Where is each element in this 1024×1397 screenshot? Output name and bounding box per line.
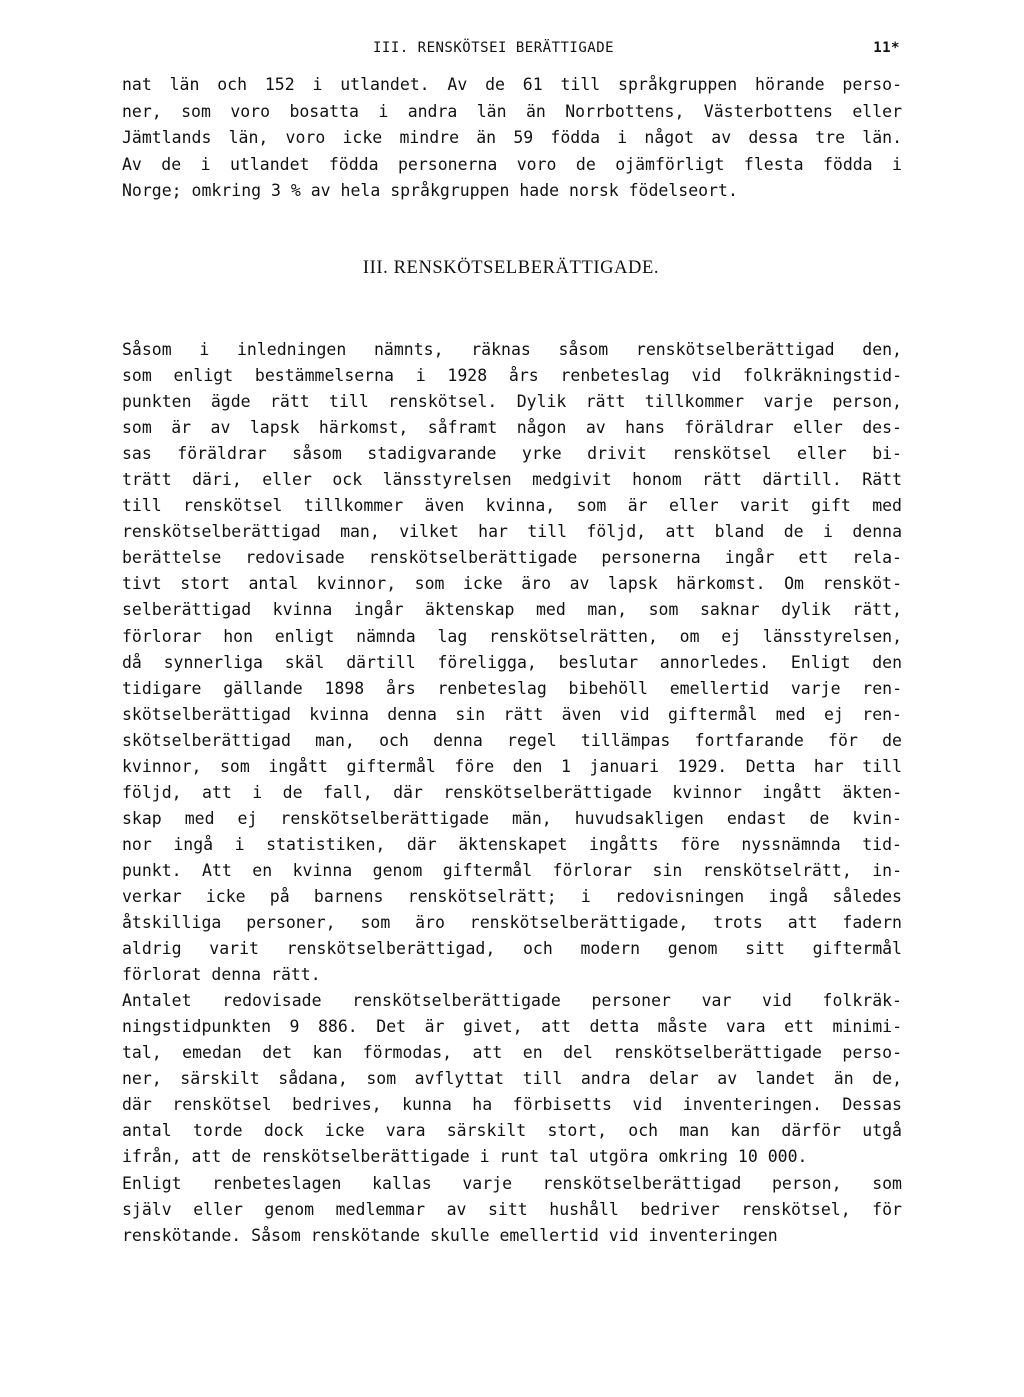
body-line: antal torde dock icke vara särskilt stort, och man kan därför utgå [122,1121,902,1141]
body-line: förlorar hon enligt nämnda lag renskötselrätten, om ej länsstyrelsen, [122,626,902,646]
intro-paragraph [122,72,902,205]
body-line: selberättigad kvinna ingår äktenskap med man, som saknar dylik rätt, [122,600,902,620]
body-line: följd, att i de fall, där renskötselberättigade kvinnor ingått äkten- [122,782,902,802]
body-line: själv eller genom medlemmar av sitt hushåll bedriver renskötsel, för [122,1199,902,1219]
body-line: punkten ägde rätt till renskötsel. Dylik rätt tillkommer varje person, [122,392,902,412]
body-line: skötselberättigad man, och denna regel tillämpas fortfarande för de [122,730,902,750]
body-line: tidigare gällande 1898 års renbeteslag bibehöll emellertid varje ren- [122,678,902,698]
body-line: åtskilliga personer, som äro renskötselberättigade, trots att fadern [122,913,902,933]
body-line: tivt stort antal kvinnor, som icke äro av lapsk härkomst. Om rensköt- [122,574,902,594]
body-line: som enligt bestämmelserna i 1928 års renbeteslag vid folkräkningstid- [122,366,902,386]
body-line: som är av lapsk härkomst, såframt någon av hans föräldrar eller des- [122,418,902,438]
intro-line: Norge; omkring 3 % av hela språkgruppen hade norsk födelseort. [122,181,738,200]
main-text [122,337,902,1249]
body-line: berättelse redovisade renskötselberättigade personerna ingår ett rela- [122,548,902,568]
body-line: förlorat denna rätt. [122,965,321,985]
body-line: då synnerliga skäl därtill föreligga, beslutar annorledes. Enligt den [122,652,902,672]
body-line: ifrån, att de renskötselberättigade i runt tal utgöra omkring 10 000. [122,1147,808,1167]
body-line: skötselberättigad kvinna denna sin rätt även vid giftermål med ej ren- [122,704,902,724]
body-line: Antalet redovisade renskötselberättigade personer var vid folkräk- [122,991,902,1011]
body-line: aldrig varit renskötselberättigad, och modern genom sitt giftermål [122,939,902,959]
body-line: trätt däri, eller ock länsstyrelsen medgivit honom rätt därtill. Rätt [122,470,902,490]
body-line: där renskötsel bedrives, kunna ha förbisetts vid inventeringen. Dessas [122,1095,902,1115]
body-line: renskötselberättigad man, vilket har till följd, att bland de i denna [122,522,902,542]
body-line: sas föräldrar såsom stadigvarande yrke drivit renskötsel eller bi- [122,444,902,464]
body-line: nor ingå i statistiken, där äktenskapet ingåtts före nyssnämnda tid- [122,834,902,854]
body-line: verkar icke på barnens renskötselrätt; i redovisningen ingå således [122,886,902,906]
body-line: tal, emedan det kan förmodas, att en del renskötselberättigade perso- [122,1043,902,1063]
intro-line: ner, som voro bosatta i andra län än Norrbottens, Västerbottens eller [122,101,902,121]
body-line: ningstidpunkten 9 886. Det är givet, att detta måste vara ett minimi- [122,1017,902,1037]
body-line: Såsom i inledningen nämnts, räknas såsom renskötselberättigad den, [122,340,902,359]
section-heading: III. RENSKÖTSELBERÄTTIGADE. [362,258,660,278]
body-line: kvinnor, som ingått giftermål före den 1 januari 1929. Detta har till [122,756,902,776]
body-line: punkt. Att en kvinna genom giftermål förlorar sin renskötselrätt, in- [122,860,902,880]
running-header [120,40,900,64]
page-number: 11* [873,40,900,56]
running-header-title: III. RENSKÖTSEI BERÄTTIGADE [373,40,615,56]
intro-line: Jämtlands län, voro icke mindre än 59 födda i något av dessa tre län. [122,128,902,147]
intro-line: nat län och 152 i utlandet. Av de 61 till språkgruppen hörande perso- [122,75,902,94]
body-line: renskötande. Såsom renskötande skulle emellertid vid inventeringen [122,1225,778,1245]
body-line: Enligt renbeteslagen kallas varje renskötselberättigad person, som [122,1173,902,1193]
body-line: till renskötsel tillkommer även kvinna, som är eller varit gift med [122,496,902,516]
intro-line: Av de i utlandet födda personerna voro de ojämförligt flesta födda i [122,154,902,174]
body-line: skap med ej renskötselberättigade män, huvudsakligen endast de kvin- [122,808,902,828]
body-line: ner, särskilt sådana, som avflyttat till andra delar av landet än de, [122,1069,902,1089]
